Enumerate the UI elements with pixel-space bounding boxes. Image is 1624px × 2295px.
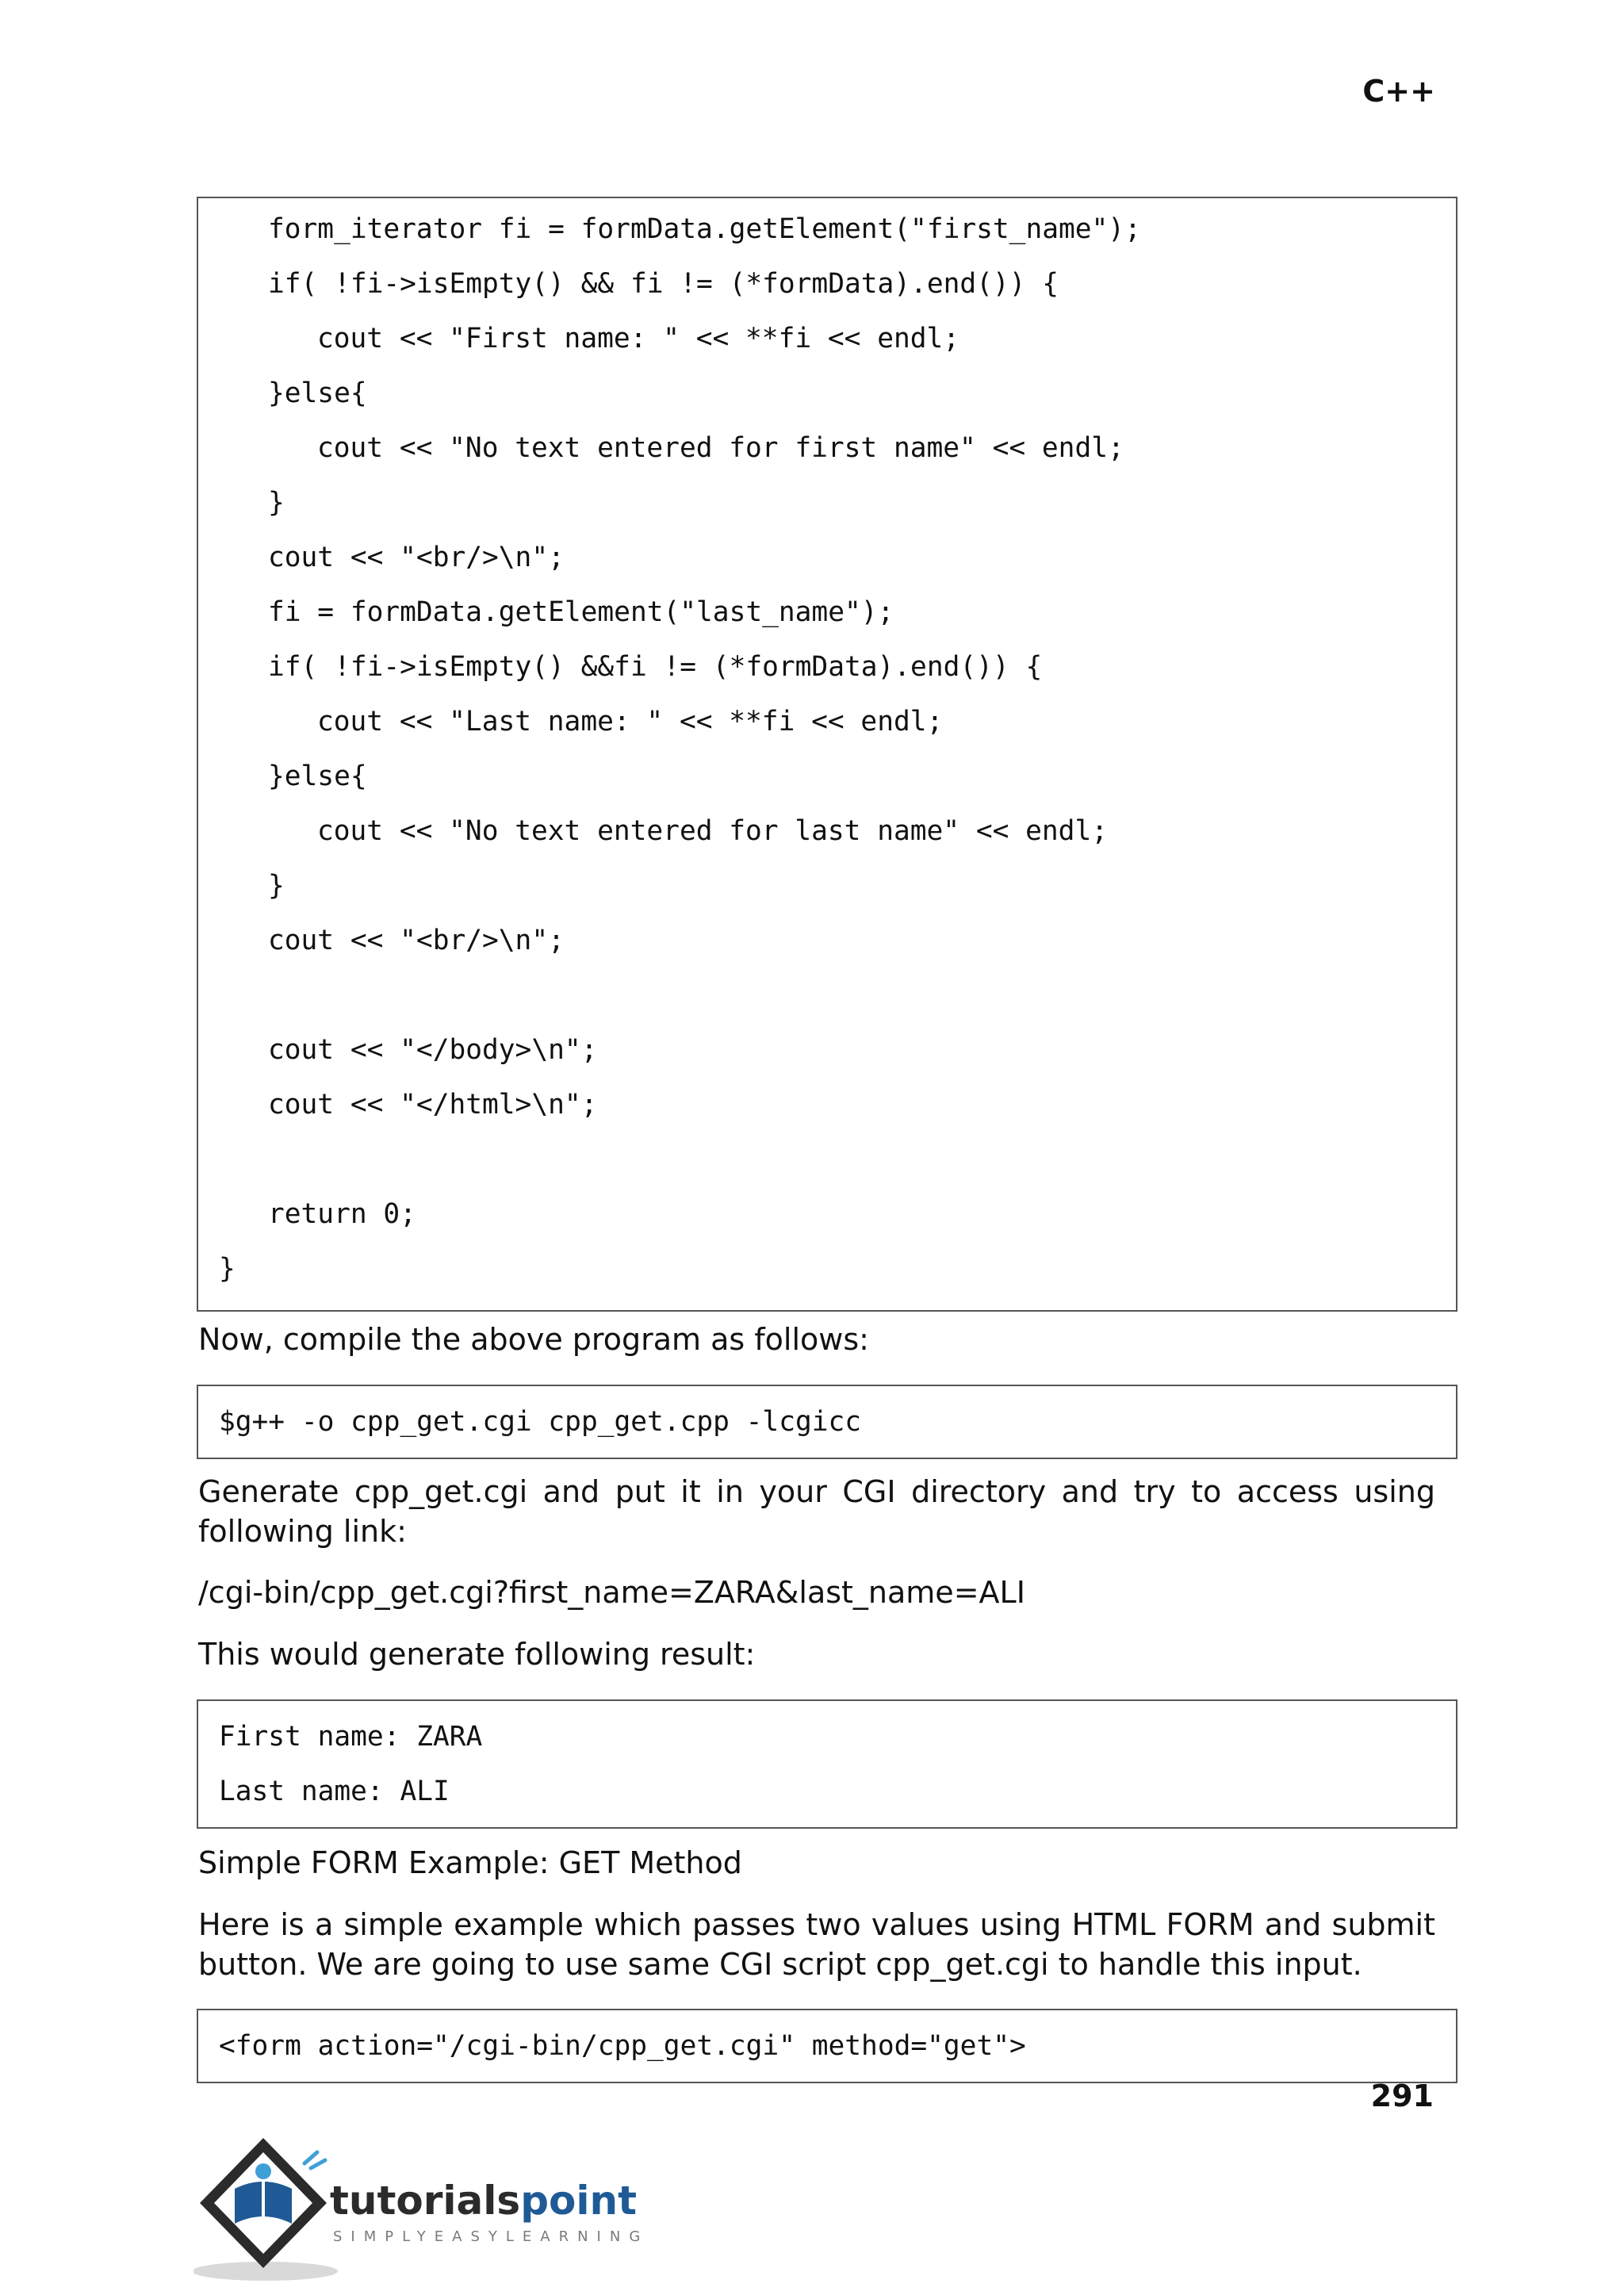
code-line: First name: ZARA — [219, 1721, 483, 1753]
logo-wordmark-point: point — [520, 2178, 637, 2224]
code-line: Last name: ALI — [219, 1776, 450, 1807]
spark-icon — [304, 2152, 325, 2168]
code-line: <form action="/cgi-bin/cpp_get.cgi" method="get"> — [219, 2030, 1026, 2062]
page-number: 291 — [1370, 2079, 1434, 2113]
code-line: } — [268, 870, 285, 902]
code-line: if( !fi->isEmpty() &&fi != (*formData).end()) { — [268, 651, 1043, 683]
paragraph-generate-instruction: Generate cpp_get.cgi and put it in your CGI directory and try to access using following link: — [198, 1474, 1435, 1549]
paragraph-result-intro: This would generate following result: — [198, 1637, 756, 1672]
section-heading-get-method: Simple FORM Example: GET Method — [198, 1845, 742, 1880]
tutorialspoint-logo — [193, 2132, 701, 2293]
logo-tagline: SIMPLYEASYLEARNING — [333, 2228, 649, 2245]
logo-wordmark-tutorials: tutorials — [330, 2178, 521, 2224]
code-line: } — [219, 1253, 236, 1285]
code-line: fi = formData.getElement("last_name"); — [268, 596, 894, 628]
code-line: cout << "</body>\n"; — [268, 1034, 598, 1066]
code-line: return 0; — [268, 1198, 416, 1230]
code-line: form_iterator fi = formData.getElement("first_name"); — [268, 213, 1141, 245]
code-block-form-tag — [197, 2009, 1457, 2083]
paragraph-access-url: /cgi-bin/cpp_get.cgi?first_name=ZARA&last_name=ALI — [198, 1575, 1025, 1610]
code-line: cout << "</html>\n"; — [268, 1089, 598, 1121]
code-block-compile-command — [197, 1385, 1457, 1459]
code-line: cout << "No text entered for last name" << endl; — [317, 815, 1108, 847]
tutorialspoint-logo-graphic — [193, 2132, 701, 2290]
reader-head-icon — [255, 2163, 271, 2179]
paragraph-compile-instruction: Now, compile the above program as follows: — [198, 1322, 869, 1357]
code-line: cout << "No text entered for first name" << endl; — [317, 432, 1124, 464]
code-line: $g++ -o cpp_get.cgi cpp_get.cpp -lcgicc — [219, 1406, 862, 1438]
code-line: }else{ — [268, 377, 367, 409]
code-block-program-end — [197, 197, 1457, 1312]
code-line: cout << "<br/>\n"; — [268, 925, 565, 956]
svg-text:tutorialspoint — [330, 2178, 637, 2224]
code-line: cout << "Last name: " << **fi << endl; — [317, 706, 944, 738]
code-line: }else{ — [268, 761, 367, 792]
code-line: } — [268, 487, 285, 519]
code-line: cout << "<br/>\n"; — [268, 542, 565, 573]
code-block-output — [197, 1699, 1457, 1829]
running-header-title: C++ — [1362, 74, 1435, 109]
paragraph-form-example: Here is a simple example which passes two values using HTML FORM and submit button. We are going to use same CGI script cpp_get.cgi to handle this input. — [198, 1907, 1435, 1982]
code-line: cout << "First name: " << **fi << endl; — [317, 323, 960, 354]
code-line: if( !fi->isEmpty() && fi != (*formData).end()) { — [268, 268, 1059, 300]
